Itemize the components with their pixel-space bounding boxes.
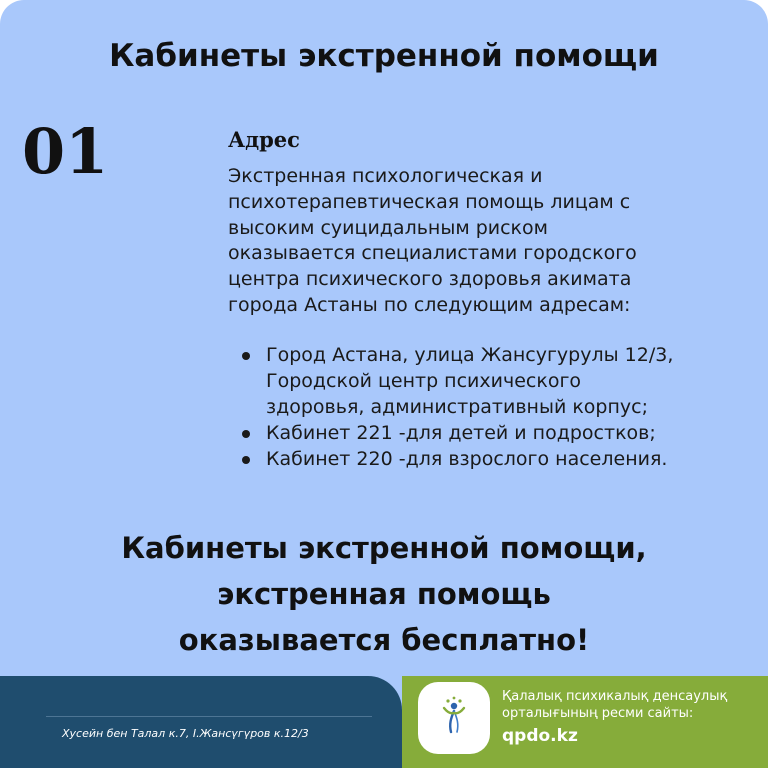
intro-line: города Астаны по следующим адресам: [228, 293, 631, 316]
person-logo-icon [418, 682, 490, 754]
list-item-line: Город Астана, улица Жансугурулы 12/3, [266, 344, 674, 366]
intro-line: психотерапевтическая помощь лицам с [228, 190, 631, 213]
site-url-link[interactable]: qpdo.kz [502, 726, 578, 746]
bullet-icon [242, 430, 250, 438]
section-heading: Адрес [228, 127, 300, 152]
closing-line: экстренная помощь [217, 577, 551, 611]
logo-graphic [418, 682, 490, 754]
intro-line: оказывается специалистами городского [228, 242, 637, 265]
list-item [236, 420, 726, 446]
footer-address-panel [0, 676, 402, 768]
list-item [236, 446, 726, 472]
intro-line: центра психического здоровья акимата [228, 268, 632, 291]
closing-line: оказывается бесплатно! [178, 623, 590, 657]
site-caption-line: Қалалық психикалық денсаулық [502, 689, 728, 704]
list-item [236, 342, 726, 420]
intro-line: Экстренная психологическая и [228, 165, 543, 187]
list-item-line: Кабинет 220 -для взрослого населения. [266, 448, 668, 470]
bullet-icon [242, 456, 250, 464]
section-number: 01 [22, 115, 109, 188]
intro-paragraph [228, 164, 728, 319]
list-item-line: Городской центр психического [266, 370, 582, 392]
closing-line: Кабинеты экстренной помощи, [121, 531, 647, 565]
site-caption-line: орталығының ресми сайты: [502, 706, 694, 721]
address-list [236, 342, 726, 472]
site-caption [502, 688, 764, 722]
intro-line: высоким суицидальным риском [228, 216, 548, 239]
list-item-line: Кабинет 221 -для детей и подростков; [266, 422, 656, 444]
bullet-icon [242, 352, 250, 360]
footer-address: Хусейн бен Талал к.7, І.Жансүгүров к.12/3 [62, 727, 309, 740]
closing-statement [0, 525, 768, 663]
list-item-line: здоровья, административный корпус; [266, 396, 649, 418]
page-title: Кабинеты экстренной помощи [109, 38, 659, 74]
footer-divider [46, 716, 372, 717]
